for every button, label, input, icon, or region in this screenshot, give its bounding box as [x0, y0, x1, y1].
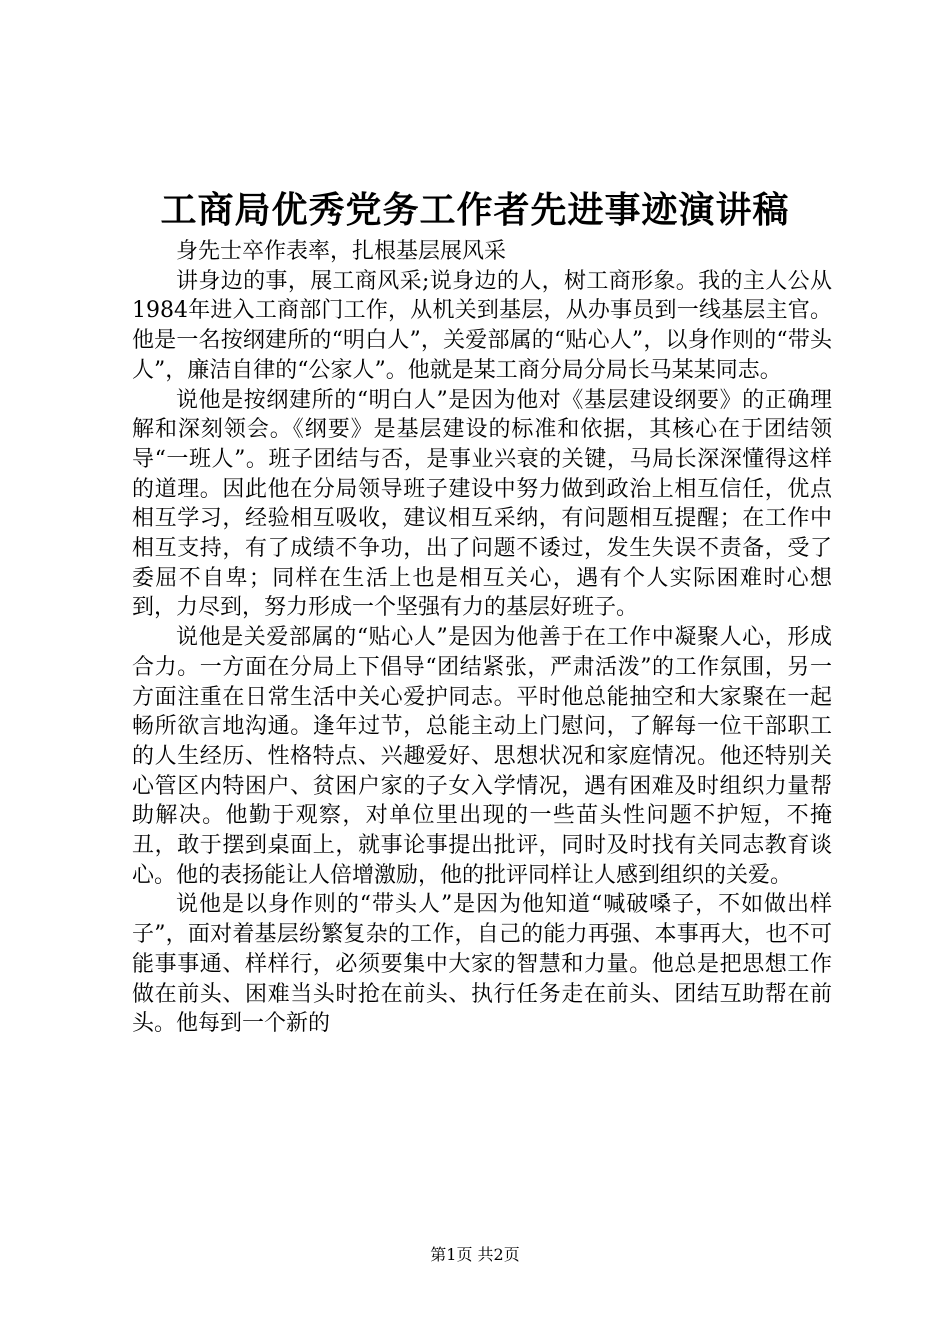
document-body [132, 237, 832, 1039]
page-number-footer: 第1页 共2页 [430, 1245, 520, 1264]
body-paragraph: 讲身边的事，展工商风采;说身边的人，树工商形象。我的主人公从1984年进入工商部门工作，从机关到基层，从办事员到一线基层主官。他是一名按纲建所的“明白人”，关爱部属的“贴心人”，以身作则的“带头人”，廉洁自律的“公家人”。他就是某工商分局分局长马某某同志。 [132, 268, 832, 383]
body-paragraph: 说他是关爱部属的“贴心人”是因为他善于在工作中凝聚人心，形成合力。一方面在分局上下倡导“团结紧张，严肃活泼”的工作氛围，另一方面注重在日常生活中关心爱护同志。平时他总能抽空和大家聚在一起畅所欲言地沟通。逢年过节，总能主动上门慰问，了解每一位干部职工的人生经历、性格特点、兴趣爱好、思想状况和家庭情况。他还特别关心管区内特困户、贫困户家的子女入学情况，遇有困难及时组织力量帮助解决。他勤于观察，对单位里出现的一些苗头性问题不护短，不掩丑，敢于摆到桌面上，就事论事提出批评，同时及时找有关同志教育谈心。他的表扬能让人倍增激励，他的批评同样让人感到组织的关爱。 [132, 625, 832, 888]
body-paragraph: 说他是按纲建所的“明白人”是因为他对《基层建设纲要》的正确理解和深刻领会。《纲要》是基层建设的标准和依据，其核心在于团结领导“一班人”。班子团结与否，是事业兴衰的关键，马局长深深懂得这样的道理。因此他在分局领导班子建设中努力做到政治上相互信任，优点相互学习，经验相互吸收，建议相互采纳，有问题相互提醒；在工作中相互支持，有了成绩不争功，出了问题不诿过，发生失误不责备，受了委屈不自卑；同样在生活上也是相互关心，遇有个人实际困难时心想到，力尽到，努力形成一个坚强有力的基层好班子。 [132, 387, 832, 621]
body-paragraph: 说他是以身作则的“带头人”是因为他知道“喊破嗓子，不如做出样子”，面对着基层纷繁复杂的工作，自己的能力再强、本事再大，也不可能事事通、样样行，必须要集中大家的智慧和力量。他总是把思想工作做在前头、困难当头时抢在前头、执行任务走在前头、团结互助帮在前头。他每到一个新的 [132, 892, 832, 1037]
subtitle-paragraph: 身先士卒作表率，扎根基层展风采 [176, 239, 507, 264]
document-title: 工商局优秀党务工作者先进事迹演讲稿 [160, 189, 790, 231]
